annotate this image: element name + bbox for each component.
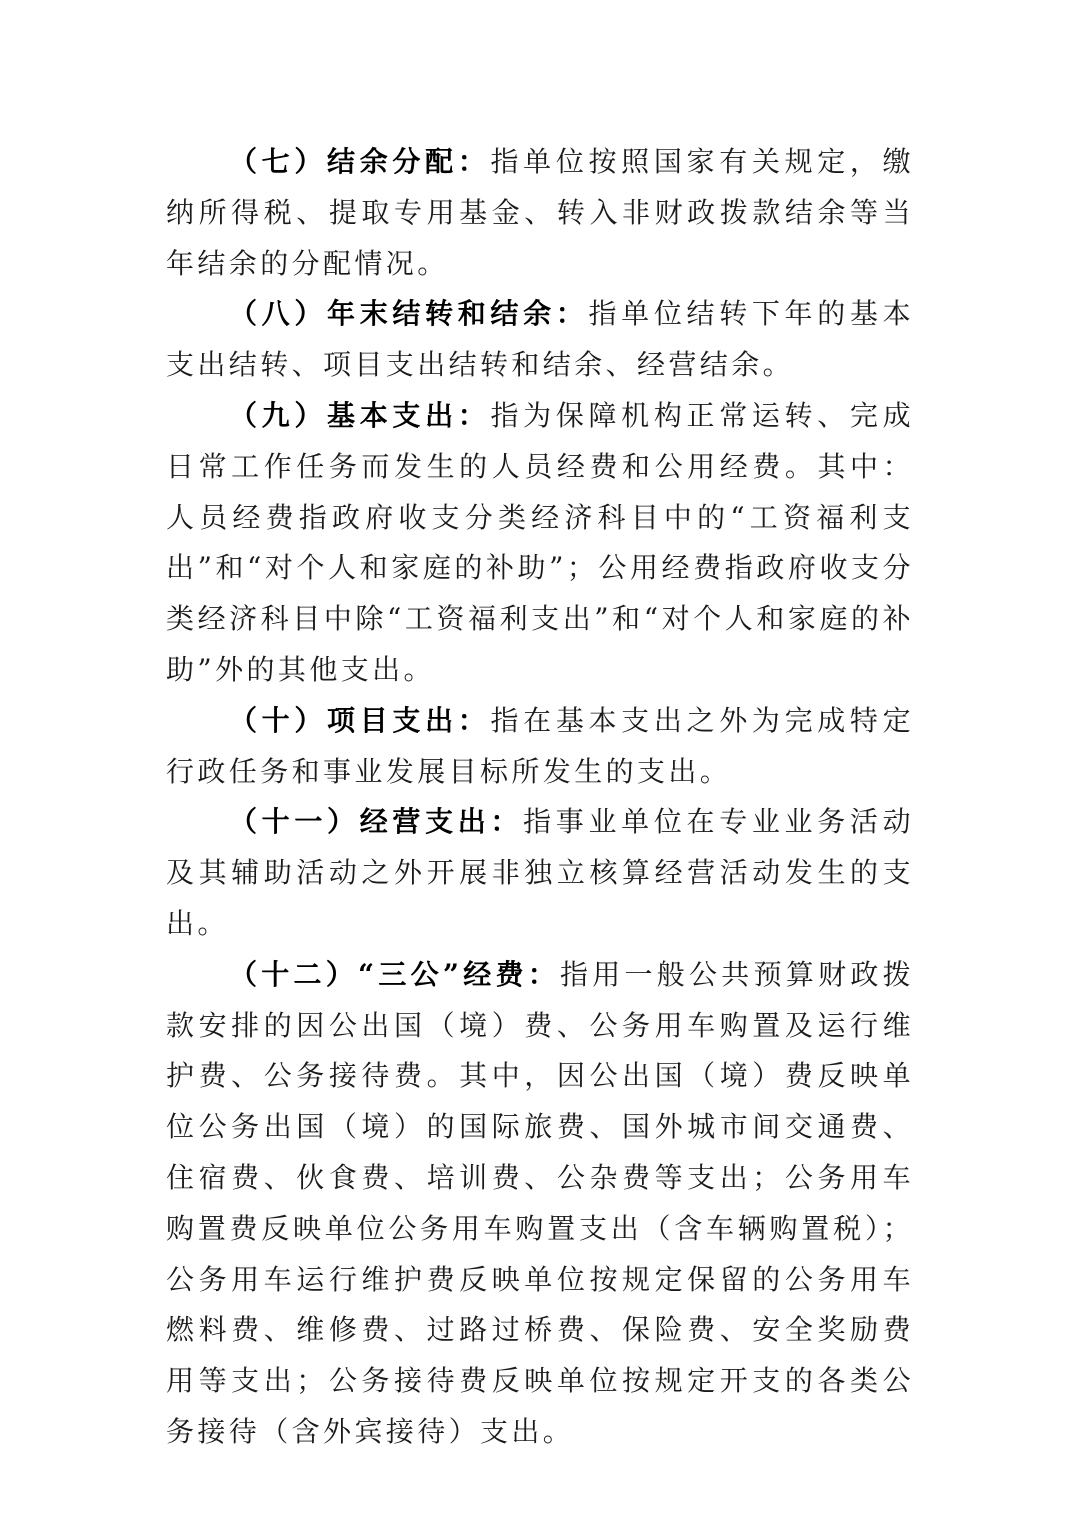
term-heading: （七）结余分配：	[229, 145, 491, 178]
term-definition: 指在基本支出之外为完成特定行政任务和事业发展目标所发生的支出。	[166, 703, 915, 788]
term-heading: （八）年末结转和结余：	[229, 297, 589, 331]
paragraph-basic-expenditure	[166, 391, 914, 696]
term-heading: （十二）“三公”经费：	[229, 957, 561, 991]
term-heading: （十）项目支出：	[229, 703, 491, 737]
term-definition: 指事业单位在专业业务活动及其辅助活动之外开展非独立核算经营活动发生的支出。	[166, 805, 914, 940]
paragraph-three-public-expenses	[166, 950, 914, 1458]
term-definition: 指单位按照国家有关规定，缴纳所得税、提取专用基金、转入非财政拨款结余等当年结余的分配情况。	[166, 145, 915, 280]
paragraph-surplus-distribution	[166, 137, 914, 289]
paragraph-operating-expenditure	[166, 797, 914, 949]
term-heading: （十一）经营支出：	[229, 805, 524, 839]
document-body	[166, 137, 914, 1458]
term-definition: 指用一般公共预算财政拨款安排的因公出国（境）费、公务用车购置及运行维护费、公务接待费。其中，因公出国（境）费反映单位公务出国（境）的国际旅费、国外城市间交通费、住宿费、伙食费、培训费、公杂费等支出；公务用车购置费反映单位公务用车购置支出（含车辆购置税）；公务用车运行维护费反映单位按规定保留的公务用车燃料费、维修费、过路过桥费、保险费、安全奖励费用等支出；公务接待费反映单位按规定开支的各类公务接待（含外宾接待）支出。	[166, 957, 914, 1448]
term-heading: （九）基本支出：	[229, 398, 491, 432]
term-definition: 指单位结转下年的基本支出结转、项目支出结转和结余、经营结余。	[166, 297, 914, 382]
term-definition: 指为保障机构正常运转、完成日常工作任务而发生的人员经费和公用经费。其中：人员经费指政府收支分类经济科目中的“工资福利支出”和“对个人和家庭的补助”；公用经费指政府收支分类经济科目中除“工资福利支出”和“对个人和家庭的补助”外的其他支出。	[166, 398, 915, 686]
paragraph-project-expenditure	[166, 696, 914, 798]
paragraph-year-end-carryover	[166, 289, 914, 391]
